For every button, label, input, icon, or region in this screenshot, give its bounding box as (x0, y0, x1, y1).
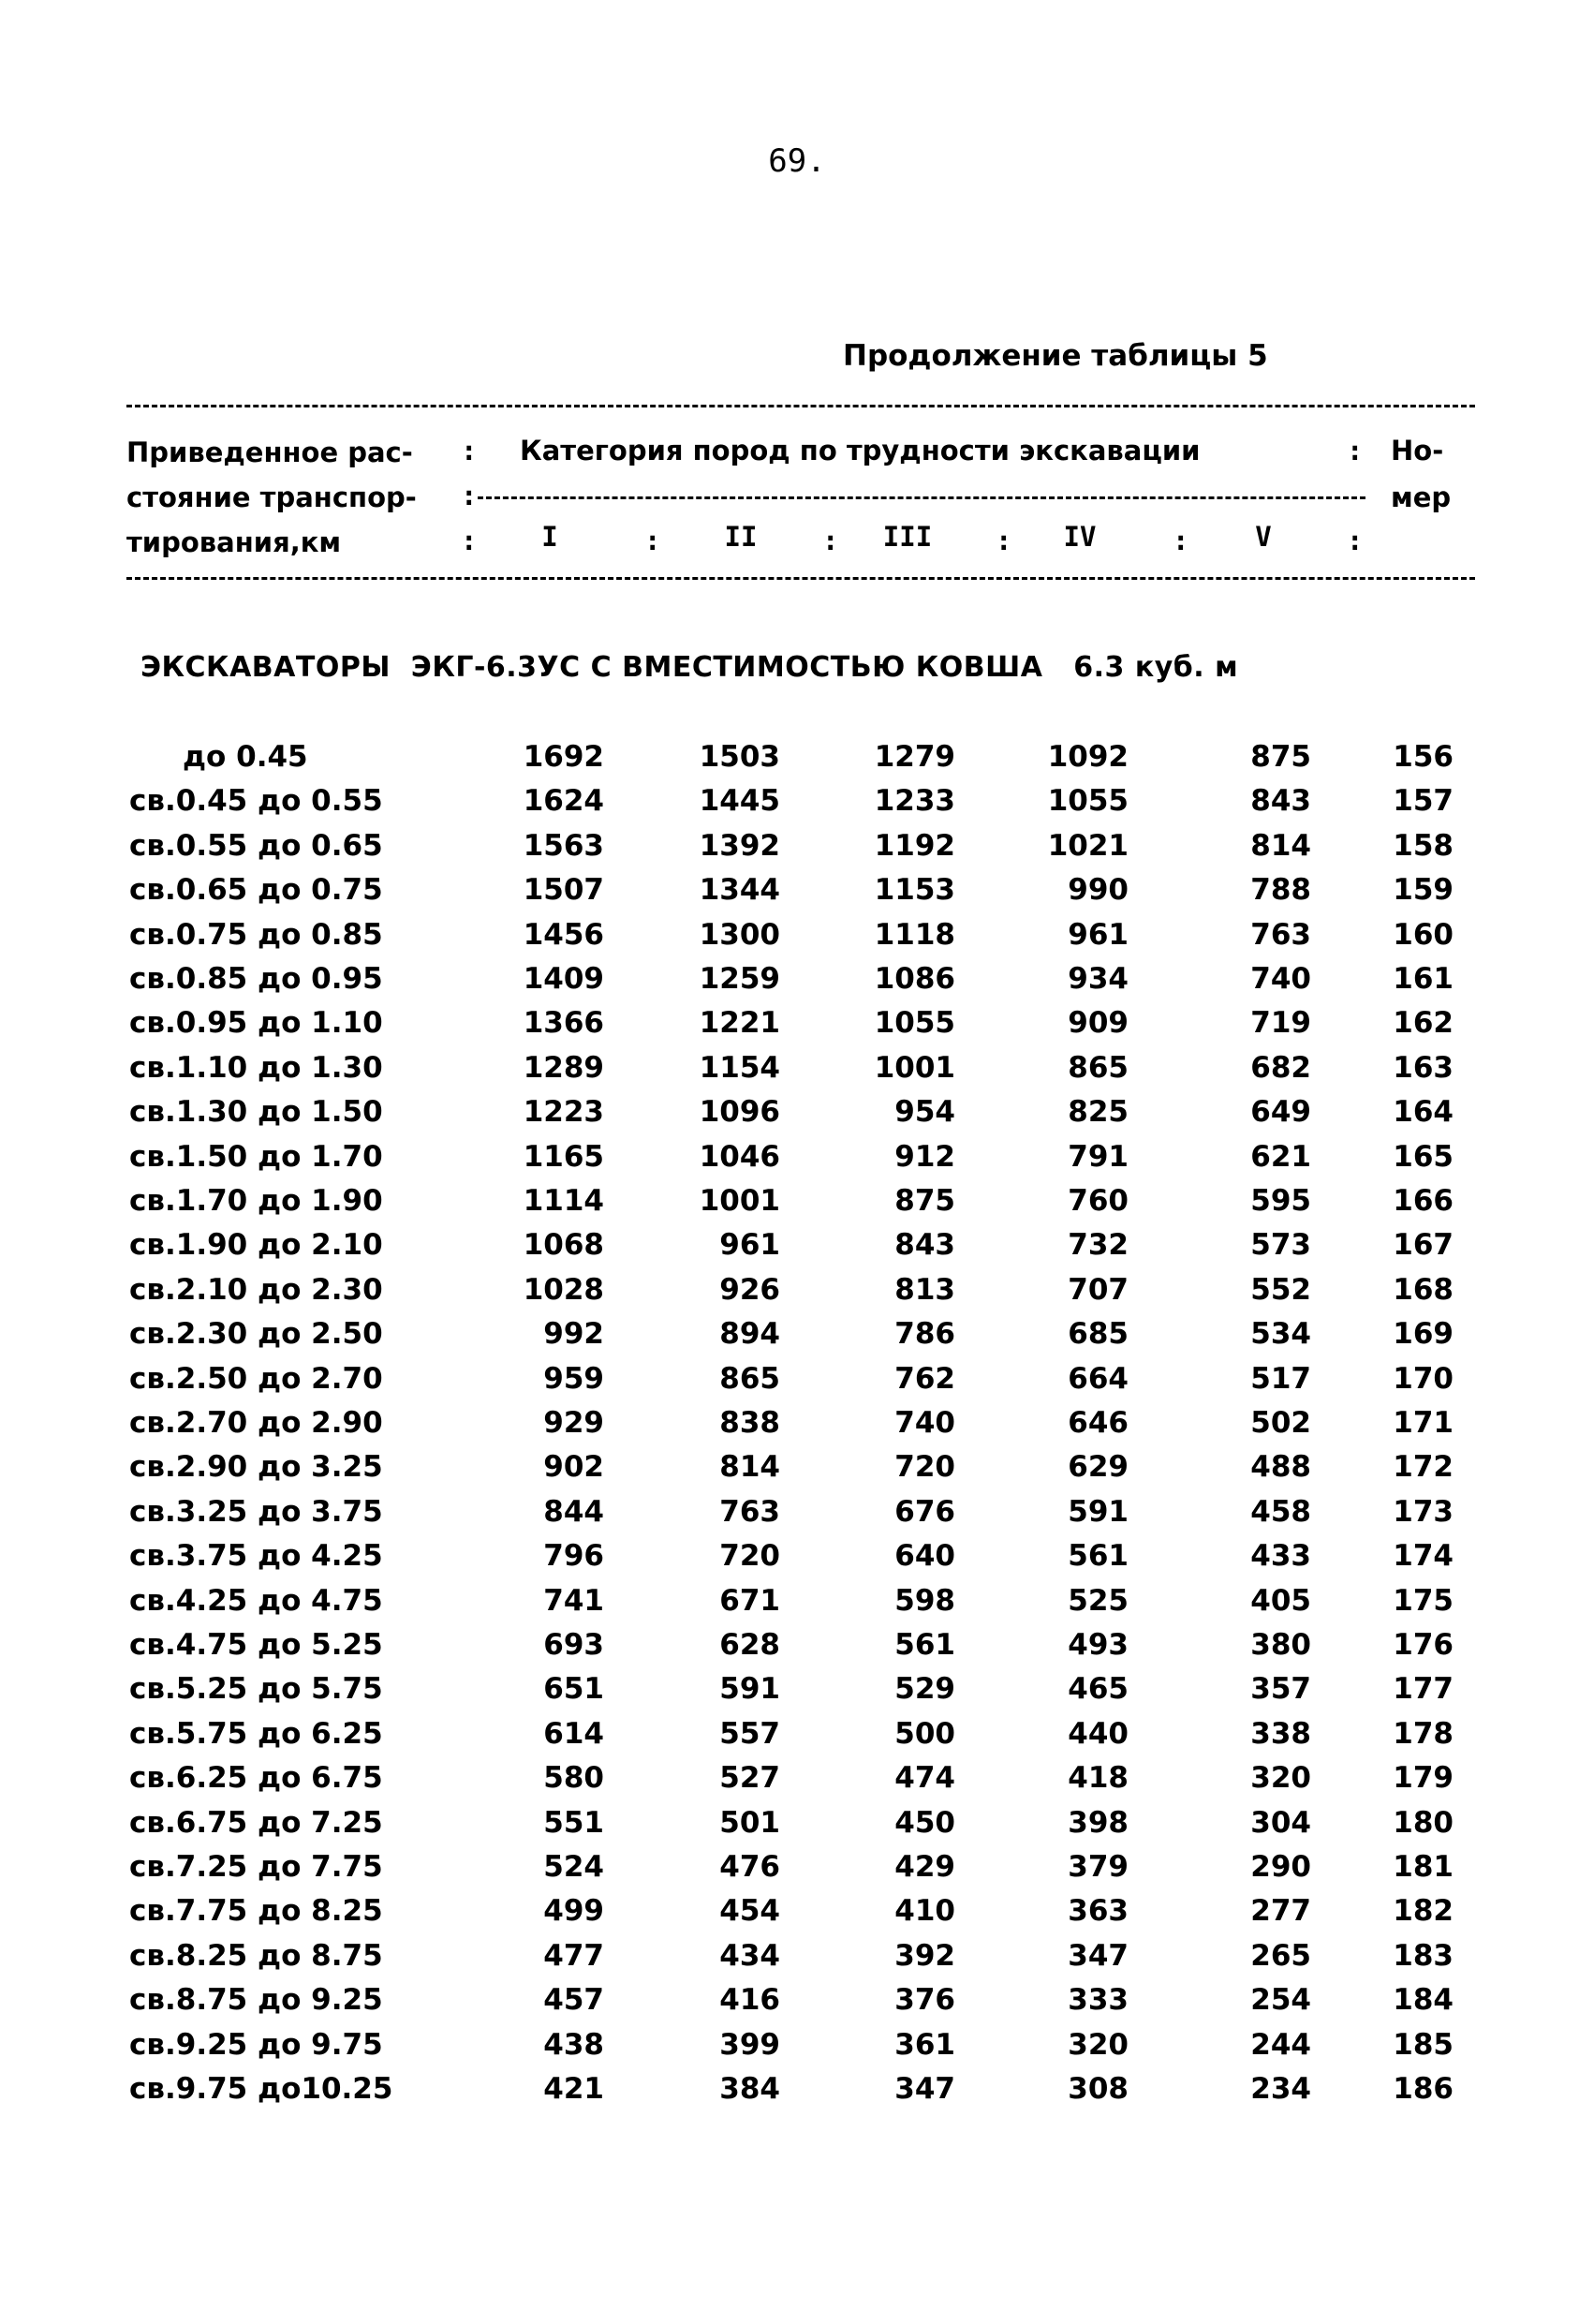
cell-category-2: 763 (719, 1494, 780, 1529)
header-category-iv: IV (1063, 521, 1097, 553)
cell-category-1: 651 (543, 1672, 604, 1707)
cell-category-4: 347 (1068, 1938, 1129, 1973)
row-distance-label: св.2.90 до 3.25 (129, 1450, 383, 1485)
cell-category-4: 363 (1068, 1894, 1129, 1929)
cell-category-2: 814 (719, 1450, 780, 1485)
cell-category-2: 865 (719, 1361, 780, 1396)
table-caption: Продолжение таблицы 5 (843, 339, 1268, 373)
cell-category-4: 1092 (1047, 740, 1129, 774)
row-distance-label: св.0.95 до 1.10 (129, 1006, 383, 1041)
header-col1-line2: стояние транспор- (126, 481, 417, 513)
cell-category-3: 1233 (874, 784, 955, 819)
cell-row-number: 181 (1393, 1850, 1454, 1884)
cell-category-3: 347 (894, 2072, 955, 2106)
cell-category-4: 440 (1068, 1716, 1129, 1751)
cell-category-4: 493 (1068, 1628, 1129, 1662)
cell-row-number: 162 (1393, 1006, 1454, 1041)
cell-category-5: 265 (1250, 1938, 1311, 1973)
cell-category-1: 959 (543, 1361, 604, 1396)
table-row (0, 1450, 1594, 1494)
table-row (0, 1184, 1594, 1228)
cell-category-5: 357 (1250, 1672, 1311, 1707)
row-distance-label: св.2.50 до 2.70 (129, 1361, 383, 1396)
row-distance-label: св.1.50 до 1.70 (129, 1139, 383, 1174)
row-distance-label: св.0.65 до 0.75 (129, 873, 383, 908)
cell-category-4: 629 (1068, 1450, 1129, 1485)
cell-category-3: 843 (894, 1228, 955, 1263)
row-distance-label: св.0.75 до 0.85 (129, 917, 383, 952)
cell-category-5: 290 (1250, 1850, 1311, 1884)
table-row (0, 784, 1594, 828)
cell-category-4: 934 (1068, 962, 1129, 996)
cell-category-5: 433 (1250, 1539, 1311, 1574)
cell-category-1: 929 (543, 1406, 604, 1440)
cell-row-number: 157 (1393, 784, 1454, 819)
cell-category-2: 557 (719, 1716, 780, 1751)
page-number: 69. (768, 142, 826, 180)
header-separator: : (644, 525, 661, 556)
header-col1-line3: тирования,км (126, 526, 342, 558)
table-row (0, 1717, 1594, 1761)
table-row (0, 1362, 1594, 1406)
cell-category-1: 421 (543, 2072, 604, 2106)
cell-category-1: 1409 (523, 962, 604, 996)
cell-category-1: 551 (543, 1805, 604, 1840)
cell-category-2: 671 (719, 1583, 780, 1618)
table-row (0, 1628, 1594, 1672)
cell-category-1: 1563 (523, 828, 604, 863)
row-distance-label: св.0.45 до 0.55 (129, 784, 383, 819)
cell-category-3: 410 (894, 1894, 955, 1929)
cell-row-number: 171 (1393, 1406, 1454, 1440)
cell-category-3: 1118 (874, 917, 955, 952)
cell-category-4: 1055 (1047, 784, 1129, 819)
cell-row-number: 169 (1393, 1317, 1454, 1352)
cell-row-number: 160 (1393, 917, 1454, 952)
row-distance-label: св.1.70 до 1.90 (129, 1184, 383, 1218)
cell-category-4: 418 (1068, 1761, 1129, 1796)
cell-category-1: 1289 (523, 1050, 604, 1085)
header-category-v: V (1255, 521, 1272, 553)
cell-category-5: 517 (1250, 1361, 1311, 1396)
cell-category-5: 843 (1250, 784, 1311, 819)
cell-category-3: 762 (894, 1361, 955, 1396)
cell-category-2: 1445 (699, 784, 780, 819)
cell-category-4: 525 (1068, 1583, 1129, 1618)
cell-category-4: 398 (1068, 1805, 1129, 1840)
cell-category-3: 598 (894, 1583, 955, 1618)
cell-category-2: 434 (719, 1938, 780, 1973)
cell-category-2: 399 (719, 2027, 780, 2062)
cell-row-number: 178 (1393, 1716, 1454, 1751)
table-row (0, 1672, 1594, 1716)
cell-category-3: 1279 (874, 740, 955, 774)
table-row (0, 1850, 1594, 1894)
cell-row-number: 173 (1393, 1494, 1454, 1529)
cell-category-4: 591 (1068, 1494, 1129, 1529)
cell-row-number: 165 (1393, 1139, 1454, 1174)
cell-category-3: 786 (894, 1317, 955, 1352)
cell-category-1: 457 (543, 1983, 604, 2018)
cell-category-1: 1114 (523, 1184, 604, 1218)
cell-category-2: 894 (719, 1317, 780, 1352)
cell-category-3: 1153 (874, 873, 955, 908)
cell-category-2: 1344 (699, 873, 780, 908)
cell-category-1: 693 (543, 1628, 604, 1662)
header-separator: : (461, 435, 478, 466)
cell-category-5: 502 (1250, 1406, 1311, 1440)
table-row (0, 1495, 1594, 1539)
cell-category-4: 961 (1068, 917, 1129, 952)
row-distance-label: св.7.25 до 7.75 (129, 1850, 383, 1884)
row-distance-label: св.1.30 до 1.50 (129, 1095, 383, 1130)
section-title: ЭКСКАВАТОРЫ ЭКГ-6.3УС С ВМЕСТИМОСТЬЮ КОВША 6.3 куб. м (140, 651, 1239, 684)
cell-category-4: 865 (1068, 1050, 1129, 1085)
row-distance-label: св.1.10 до 1.30 (129, 1050, 383, 1085)
cell-category-5: 552 (1250, 1272, 1311, 1307)
cell-category-3: 529 (894, 1672, 955, 1707)
cell-category-3: 1001 (874, 1050, 955, 1085)
cell-category-1: 580 (543, 1761, 604, 1796)
table-row (0, 1539, 1594, 1583)
table-row (0, 1006, 1594, 1050)
cell-category-3: 720 (894, 1450, 955, 1485)
cell-category-5: 595 (1250, 1184, 1311, 1218)
table-row (0, 2072, 1594, 2116)
cell-category-5: 380 (1250, 1628, 1311, 1662)
cell-category-5: 788 (1250, 873, 1311, 908)
cell-category-2: 416 (719, 1983, 780, 2018)
cell-category-1: 1366 (523, 1006, 604, 1041)
cell-category-1: 499 (543, 1894, 604, 1929)
cell-category-4: 308 (1068, 2072, 1129, 2106)
cell-row-number: 179 (1393, 1761, 1454, 1796)
header-category-iii: III (882, 521, 933, 553)
cell-category-4: 909 (1068, 1006, 1129, 1041)
cell-category-2: 476 (719, 1850, 780, 1884)
cell-category-5: 649 (1250, 1095, 1311, 1130)
table-row (0, 1584, 1594, 1628)
cell-category-3: 740 (894, 1406, 955, 1440)
cell-category-1: 1507 (523, 873, 604, 908)
cell-row-number: 172 (1393, 1450, 1454, 1485)
cell-category-3: 813 (894, 1272, 955, 1307)
cell-row-number: 183 (1393, 1938, 1454, 1973)
cell-row-number: 166 (1393, 1184, 1454, 1218)
cell-row-number: 170 (1393, 1361, 1454, 1396)
header-separator: : (461, 480, 478, 511)
cell-category-1: 477 (543, 1938, 604, 1973)
cell-category-4: 320 (1068, 2027, 1129, 2062)
cell-category-1: 1456 (523, 917, 604, 952)
cell-category-2: 384 (719, 2072, 780, 2106)
row-distance-label: до 0.45 (183, 740, 308, 774)
row-distance-label: св.5.75 до 6.25 (129, 1716, 383, 1751)
table-row (0, 873, 1594, 917)
cell-category-5: 488 (1250, 1450, 1311, 1485)
cell-category-5: 320 (1250, 1761, 1311, 1796)
cell-category-2: 1221 (699, 1006, 780, 1041)
cell-category-3: 429 (894, 1850, 955, 1884)
cell-category-3: 912 (894, 1139, 955, 1174)
cell-category-1: 524 (543, 1850, 604, 1884)
cell-category-5: 682 (1250, 1050, 1311, 1085)
header-separator: : (1173, 525, 1189, 556)
table-row (0, 2028, 1594, 2072)
table-row (0, 962, 1594, 1006)
cell-category-4: 646 (1068, 1406, 1129, 1440)
cell-row-number: 186 (1393, 2072, 1454, 2106)
row-distance-label: св.2.30 до 2.50 (129, 1317, 383, 1352)
row-distance-label: св.0.55 до 0.65 (129, 828, 383, 863)
cell-category-5: 244 (1250, 2027, 1311, 2062)
cell-category-3: 376 (894, 1983, 955, 2018)
header-bottom-rule (126, 577, 1475, 580)
cell-category-5: 304 (1250, 1805, 1311, 1840)
cell-category-2: 628 (719, 1628, 780, 1662)
row-distance-label: св.4.25 до 4.75 (129, 1583, 383, 1618)
cell-category-2: 720 (719, 1539, 780, 1574)
cell-category-5: 277 (1250, 1894, 1311, 1929)
cell-category-1: 1692 (523, 740, 604, 774)
cell-category-5: 763 (1250, 917, 1311, 952)
cell-row-number: 156 (1393, 740, 1454, 774)
header-separator: : (1347, 435, 1364, 466)
table-row (0, 1140, 1594, 1184)
cell-category-2: 591 (719, 1672, 780, 1707)
row-distance-label: св.6.25 до 6.75 (129, 1761, 383, 1796)
cell-category-2: 1503 (699, 740, 780, 774)
cell-category-5: 534 (1250, 1317, 1311, 1352)
header-number-line2: мер (1391, 481, 1452, 513)
cell-category-3: 450 (894, 1805, 955, 1840)
cell-category-2: 1001 (699, 1184, 780, 1218)
cell-category-4: 791 (1068, 1139, 1129, 1174)
row-distance-label: св.7.75 до 8.25 (129, 1894, 383, 1929)
cell-category-4: 1021 (1047, 828, 1129, 863)
table-row (0, 1983, 1594, 2027)
cell-row-number: 161 (1393, 962, 1454, 996)
row-distance-label: св.2.10 до 2.30 (129, 1272, 383, 1307)
cell-category-4: 465 (1068, 1672, 1129, 1707)
cell-category-3: 474 (894, 1761, 955, 1796)
table-row (0, 1051, 1594, 1095)
cell-category-1: 438 (543, 2027, 604, 2062)
cell-category-4: 707 (1068, 1272, 1129, 1307)
cell-category-2: 1046 (699, 1139, 780, 1174)
cell-category-4: 379 (1068, 1850, 1129, 1884)
cell-category-1: 1223 (523, 1095, 604, 1130)
cell-category-1: 1165 (523, 1139, 604, 1174)
cell-category-2: 961 (719, 1228, 780, 1263)
cell-category-5: 875 (1250, 740, 1311, 774)
cell-category-2: 501 (719, 1805, 780, 1840)
cell-row-number: 174 (1393, 1539, 1454, 1574)
cell-category-1: 1028 (523, 1272, 604, 1307)
cell-category-4: 990 (1068, 873, 1129, 908)
cell-category-5: 458 (1250, 1494, 1311, 1529)
cell-category-1: 1068 (523, 1228, 604, 1263)
header-separator: : (461, 525, 478, 556)
cell-row-number: 167 (1393, 1228, 1454, 1263)
table-row (0, 1317, 1594, 1361)
row-distance-label: св.9.25 до 9.75 (129, 2027, 383, 2062)
cell-category-1: 992 (543, 1317, 604, 1352)
cell-category-5: 234 (1250, 2072, 1311, 2106)
cell-category-3: 954 (894, 1095, 955, 1130)
cell-category-1: 796 (543, 1539, 604, 1574)
cell-row-number: 177 (1393, 1672, 1454, 1707)
cell-row-number: 185 (1393, 2027, 1454, 2062)
cell-category-2: 1300 (699, 917, 780, 952)
row-distance-label: св.3.75 до 4.25 (129, 1539, 383, 1574)
table-row (0, 1761, 1594, 1805)
table-row (0, 1939, 1594, 1983)
header-col1-line1: Приведенное рас- (126, 437, 413, 468)
cell-row-number: 158 (1393, 828, 1454, 863)
table-row (0, 1406, 1594, 1450)
row-distance-label: св.8.75 до 9.25 (129, 1983, 383, 2018)
table-row (0, 918, 1594, 962)
cell-category-5: 719 (1250, 1006, 1311, 1041)
table-row (0, 740, 1594, 784)
cell-category-4: 732 (1068, 1228, 1129, 1263)
cell-row-number: 175 (1393, 1583, 1454, 1618)
cell-category-1: 1624 (523, 784, 604, 819)
cell-row-number: 168 (1393, 1272, 1454, 1307)
cell-category-4: 664 (1068, 1361, 1129, 1396)
row-distance-label: св.3.25 до 3.75 (129, 1494, 383, 1529)
cell-category-3: 1086 (874, 962, 955, 996)
table-row (0, 1228, 1594, 1272)
cell-category-5: 621 (1250, 1139, 1311, 1174)
cell-category-2: 926 (719, 1272, 780, 1307)
row-distance-label: св.1.90 до 2.10 (129, 1228, 383, 1263)
row-distance-label: св.0.85 до 0.95 (129, 962, 383, 996)
cell-row-number: 163 (1393, 1050, 1454, 1085)
cell-row-number: 176 (1393, 1628, 1454, 1662)
cell-category-5: 405 (1250, 1583, 1311, 1618)
table-row (0, 1273, 1594, 1317)
header-separator: : (996, 525, 1012, 556)
row-distance-label: св.6.75 до 7.25 (129, 1805, 383, 1840)
cell-category-3: 361 (894, 2027, 955, 2062)
cell-category-5: 338 (1250, 1716, 1311, 1751)
cell-category-3: 676 (894, 1494, 955, 1529)
header-separator: : (822, 525, 839, 556)
cell-category-4: 825 (1068, 1095, 1129, 1130)
cell-category-5: 254 (1250, 1983, 1311, 2018)
cell-category-1: 844 (543, 1494, 604, 1529)
cell-row-number: 182 (1393, 1894, 1454, 1929)
cell-category-4: 685 (1068, 1317, 1129, 1352)
cell-category-3: 1192 (874, 828, 955, 863)
cell-category-2: 527 (719, 1761, 780, 1796)
cell-category-2: 838 (719, 1406, 780, 1440)
header-category-ii: II (724, 521, 758, 553)
cell-category-5: 573 (1250, 1228, 1311, 1263)
cell-category-2: 454 (719, 1894, 780, 1929)
cell-category-5: 814 (1250, 828, 1311, 863)
header-number-line1: Но- (1391, 435, 1444, 466)
table-row (0, 829, 1594, 873)
cell-category-2: 1259 (699, 962, 780, 996)
cell-category-1: 902 (543, 1450, 604, 1485)
header-category-i: I (541, 521, 558, 553)
cell-category-1: 741 (543, 1583, 604, 1618)
row-distance-label: св.2.70 до 2.90 (129, 1406, 383, 1440)
cell-category-3: 1055 (874, 1006, 955, 1041)
cell-category-3: 640 (894, 1539, 955, 1574)
table-row (0, 1095, 1594, 1139)
row-distance-label: св.4.75 до 5.25 (129, 1628, 383, 1662)
cell-category-3: 500 (894, 1716, 955, 1751)
cell-category-2: 1096 (699, 1095, 780, 1130)
cell-row-number: 184 (1393, 1983, 1454, 2018)
cell-category-3: 392 (894, 1938, 955, 1973)
row-distance-label: св.5.25 до 5.75 (129, 1672, 383, 1707)
cell-category-2: 1154 (699, 1050, 780, 1085)
cell-category-1: 614 (543, 1716, 604, 1751)
top-rule (126, 405, 1475, 407)
cell-row-number: 180 (1393, 1805, 1454, 1840)
header-category-group: Категория пород по трудности экскавации (520, 435, 1201, 466)
cell-category-4: 561 (1068, 1539, 1129, 1574)
header-separator: : (1347, 525, 1364, 556)
cell-category-3: 875 (894, 1184, 955, 1218)
cell-row-number: 164 (1393, 1095, 1454, 1130)
cell-row-number: 159 (1393, 873, 1454, 908)
cell-category-4: 333 (1068, 1983, 1129, 2018)
cell-category-4: 760 (1068, 1184, 1129, 1218)
table-row (0, 1894, 1594, 1938)
cell-category-3: 561 (894, 1628, 955, 1662)
row-distance-label: св.8.25 до 8.75 (129, 1938, 383, 1973)
table-row (0, 1806, 1594, 1850)
row-distance-label: св.9.75 до10.25 (129, 2072, 393, 2106)
header-inner-rule (478, 496, 1365, 499)
cell-category-5: 740 (1250, 962, 1311, 996)
cell-category-2: 1392 (699, 828, 780, 863)
